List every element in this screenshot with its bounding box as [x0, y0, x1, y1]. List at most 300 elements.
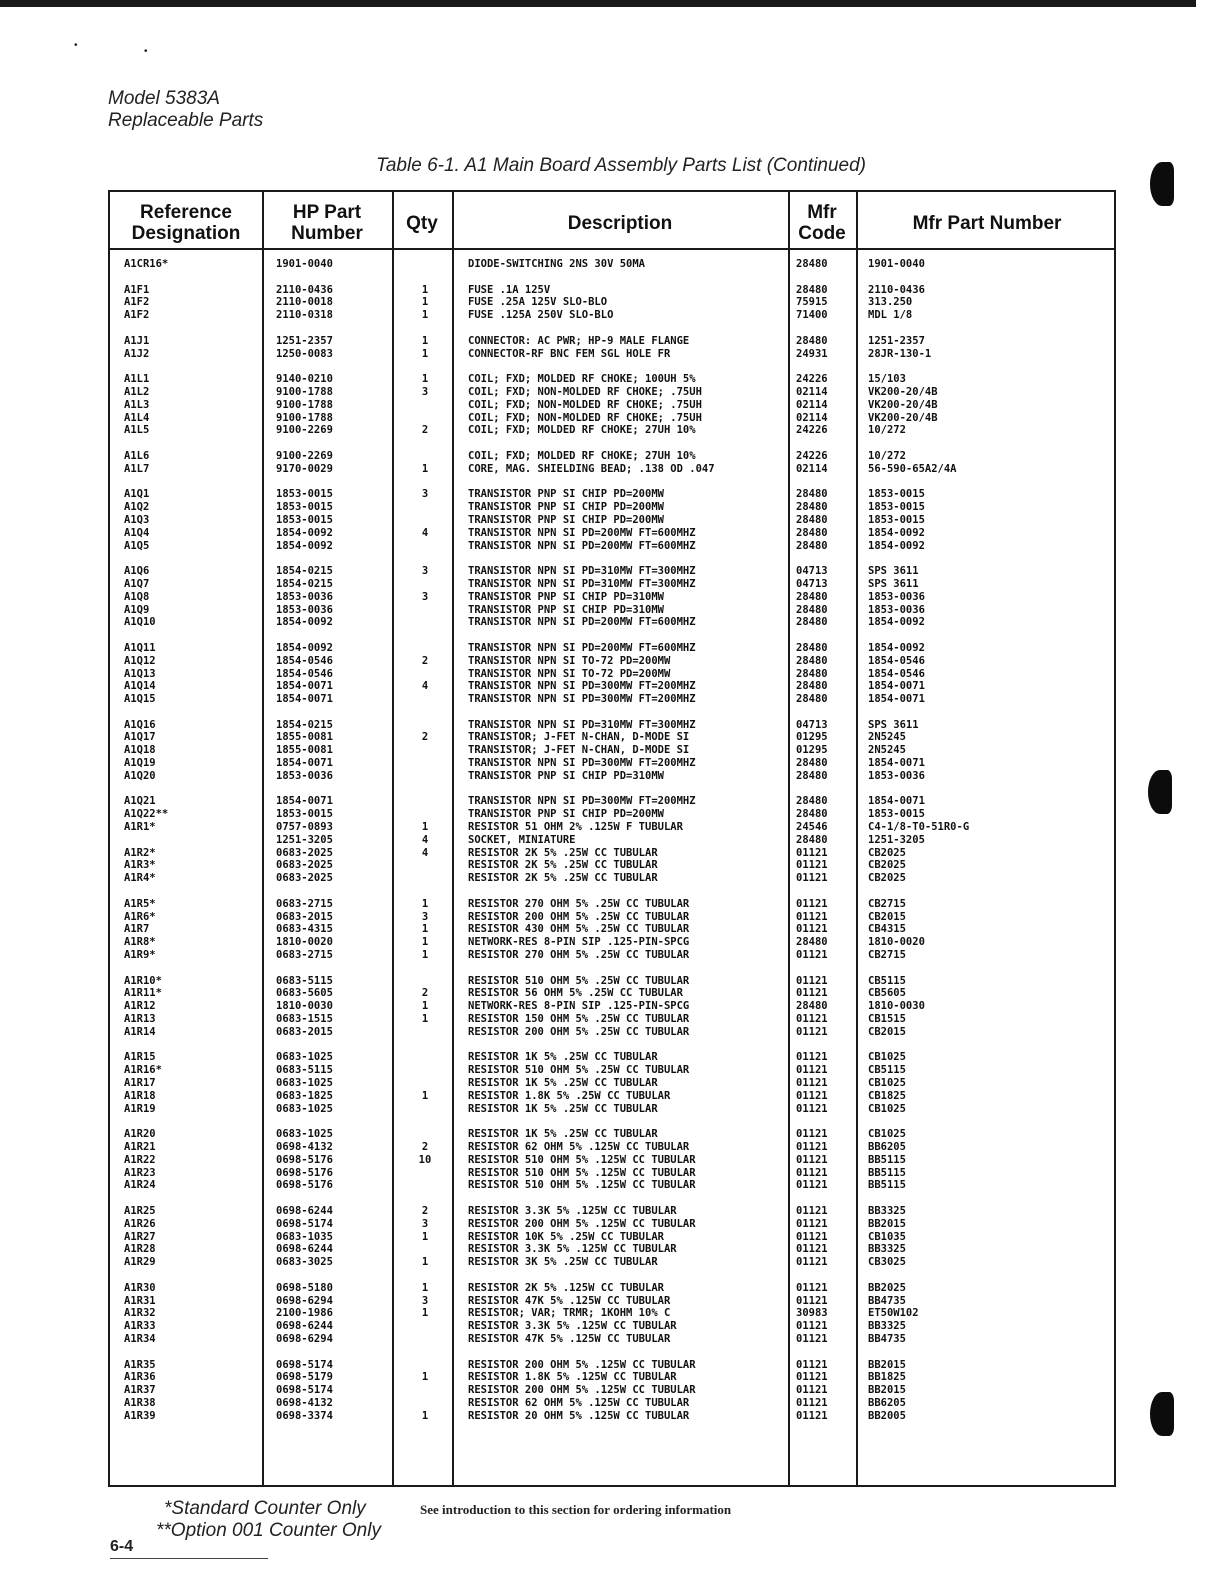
description-cell: SOCKET, MINIATURE: [468, 833, 576, 846]
mfr-code-cell: 01121: [796, 1128, 828, 1141]
reference-cell: A1J2: [124, 347, 150, 360]
mfr-part-cell: CB1025: [868, 1102, 906, 1115]
column-header-qty: Qty: [406, 212, 438, 234]
mfr-part-cell: CB2715: [868, 949, 906, 962]
description-cell: TRANSISTOR PNP SI CHIP PD=200MW: [468, 808, 664, 821]
reference-cell: A1R20: [124, 1128, 156, 1141]
reference-cell: A1Q1: [124, 488, 150, 501]
reference-cell: A1R25: [124, 1204, 156, 1217]
table-row: [110, 744, 1114, 757]
hp-part-cell: 1854-0071: [276, 693, 333, 706]
mfr-part-cell: 1854-0071: [868, 680, 925, 693]
description-cell: TRANSISTOR NPN SI PD=200MW FT=600MHZ: [468, 641, 696, 654]
mfr-part-cell: CB2025: [868, 859, 906, 872]
qty-cell: 1: [421, 936, 429, 949]
hp-part-cell: 0683-1025: [276, 1102, 333, 1115]
reference-cell: A1R10*: [124, 974, 162, 987]
reference-cell: A1Q21: [124, 795, 156, 808]
hp-part-cell: 1853-0036: [276, 603, 333, 616]
hp-part-cell: 0698-6294: [276, 1332, 333, 1345]
reference-cell: A1R13: [124, 1013, 156, 1026]
description-cell: RESISTOR 430 OHM 5% .25W CC TUBULAR: [468, 923, 690, 936]
reference-cell: A1R21: [124, 1140, 156, 1153]
table-row: [110, 795, 1114, 808]
mfr-part-cell: 1810-0030: [868, 1000, 925, 1013]
mfr-part-cell: CB1025: [868, 1051, 906, 1064]
description-cell: DIODE-SWITCHING 2NS 30V 50MA: [468, 258, 646, 270]
qty-cell: 1: [421, 309, 429, 322]
reference-cell: A1Q22**: [124, 808, 169, 821]
mfr-part-cell: 2N5245: [868, 744, 906, 757]
table-row: [110, 1295, 1114, 1308]
mfr-part-cell: CB5115: [868, 1064, 906, 1077]
table-row: [110, 284, 1114, 297]
hp-part-cell: 0698-5176: [276, 1166, 333, 1179]
description-cell: RESISTOR 200 OHM 5% .25W CC TUBULAR: [468, 1025, 690, 1038]
table-row: [110, 1077, 1114, 1090]
mfr-part-cell: CB5605: [868, 987, 906, 1000]
table-row: [110, 1051, 1114, 1064]
table-row: [110, 1000, 1114, 1013]
hp-part-cell: 1810-0030: [276, 1000, 333, 1013]
mfr-part-cell: 1810-0020: [868, 936, 925, 949]
description-cell: TRANSISTOR PNP SI CHIP PD=200MW: [468, 501, 664, 514]
description-cell: RESISTOR 2K 5% .25W CC TUBULAR: [468, 846, 658, 859]
description-cell: COIL; FXD; MOLDED RF CHOKE; 27UH 10%: [468, 449, 696, 462]
mfr-code-cell: 01295: [796, 744, 828, 757]
description-cell: TRANSISTOR; J-FET N-CHAN, D-MODE SI: [468, 731, 690, 744]
hp-part-cell: 0698-3374: [276, 1409, 333, 1422]
mfr-part-cell: BB5115: [868, 1166, 906, 1179]
description-cell: RESISTOR 3.3K 5% .125W CC TUBULAR: [468, 1204, 677, 1217]
reference-cell: A1Q13: [124, 667, 156, 680]
reference-cell: A1L6: [124, 449, 150, 462]
page-speck: •: [74, 40, 78, 51]
hp-part-cell: 0683-1025: [276, 1077, 333, 1089]
table-row: [110, 1384, 1114, 1397]
reference-cell: A1F2: [124, 309, 150, 322]
hp-part-cell: 0683-5605: [276, 987, 333, 1000]
description-cell: RESISTOR 47K 5% .125W CC TUBULAR: [468, 1332, 671, 1345]
hp-part-cell: 0683-1515: [276, 1013, 333, 1026]
description-cell: CORE, MAG. SHIELDING BEAD; .138 OD .047: [468, 462, 715, 475]
qty-cell: 3: [421, 488, 429, 501]
qty-cell: 1: [421, 1307, 429, 1320]
table-row: [110, 463, 1114, 476]
table-row: [110, 719, 1114, 732]
reference-cell: A1J1: [124, 334, 150, 347]
table-row: [110, 1026, 1114, 1039]
reference-cell: A1R32: [124, 1307, 156, 1320]
description-cell: RESISTOR 200 OHM 5% .25W CC TUBULAR: [468, 910, 690, 923]
column-header-mfr-code: Mfr Code: [798, 202, 846, 244]
hp-part-cell: 0698-6244: [276, 1204, 333, 1217]
hp-part-cell: 2110-0436: [276, 283, 333, 296]
table-row: [110, 1141, 1114, 1154]
qty-cell: 10: [418, 1153, 432, 1166]
hp-part-cell: 9100-1788: [276, 385, 333, 398]
mfr-part-cell: CB1025: [868, 1077, 906, 1089]
reference-cell: A1R39: [124, 1409, 156, 1422]
mfr-code-cell: 01121: [796, 1051, 828, 1064]
description-cell: RESISTOR 1K 5% .25W CC TUBULAR: [468, 1077, 658, 1089]
reference-cell: A1Q19: [124, 757, 156, 770]
hp-part-cell: 1854-0546: [276, 667, 333, 680]
hp-part-cell: 0698-6294: [276, 1294, 333, 1307]
qty-cell: 4: [421, 833, 429, 846]
mfr-part-cell: 1853-0036: [868, 769, 925, 782]
mfr-part-cell: SPS 3611: [868, 565, 919, 578]
hp-part-cell: 0698-5176: [276, 1179, 333, 1192]
qty-cell: 1: [421, 1256, 429, 1269]
description-cell: RESISTOR 56 OHM 5% .25W CC TUBULAR: [468, 987, 683, 1000]
reference-cell: A1Q10: [124, 616, 156, 629]
hp-part-cell: 0683-2715: [276, 897, 333, 910]
description-cell: RESISTOR 51 OHM 2% .125W F TUBULAR: [468, 821, 683, 834]
reference-cell: A1Q8: [124, 590, 150, 603]
hp-part-cell: 1901-0040: [276, 258, 333, 270]
table-row: [110, 808, 1114, 821]
column-header-reference: Reference Designation: [131, 202, 241, 244]
mfr-code-cell: 01121: [796, 1294, 828, 1307]
mfr-part-cell: CB1025: [868, 1128, 906, 1141]
description-cell: CONNECTOR: AC PWR; HP-9 MALE FLANGE: [468, 334, 690, 347]
hp-part-cell: 0698-5176: [276, 1153, 333, 1166]
mfr-part-cell: 2110-0436: [868, 283, 925, 296]
mfr-part-cell: BB3325: [868, 1243, 906, 1256]
table-row: [110, 1333, 1114, 1346]
hp-part-cell: 0698-5174: [276, 1384, 333, 1397]
hp-part-cell: 0698-5174: [276, 1358, 333, 1371]
reference-cell: A1R7: [124, 923, 150, 936]
mfr-code-cell: 01121: [796, 1396, 828, 1409]
reference-cell: A1R2*: [124, 846, 156, 859]
hp-part-cell: 0683-4315: [276, 923, 333, 936]
standard-counter-note: *Standard Counter Only: [164, 1498, 366, 1519]
reference-cell: A1Q12: [124, 654, 156, 667]
qty-cell: 1: [421, 1013, 429, 1026]
hp-part-cell: 9100-1788: [276, 411, 333, 424]
table-row: [110, 680, 1114, 693]
hp-part-cell: 9100-2269: [276, 449, 333, 462]
mfr-code-cell: 28480: [796, 680, 828, 693]
description-cell: RESISTOR 2K 5% .25W CC TUBULAR: [468, 872, 658, 885]
mfr-part-cell: BB2015: [868, 1384, 906, 1397]
description-cell: RESISTOR 1.8K 5% .25W CC TUBULAR: [468, 1089, 671, 1102]
reference-cell: A1Q2: [124, 501, 150, 514]
table-row: [110, 1167, 1114, 1180]
hp-part-cell: 1854-0546: [276, 654, 333, 667]
mfr-code-cell: 01121: [796, 1166, 828, 1179]
table-row: [110, 847, 1114, 860]
description-cell: RESISTOR 62 OHM 5% .125W CC TUBULAR: [468, 1140, 690, 1153]
mfr-code-cell: 01121: [796, 1153, 828, 1166]
page-number: 6-4: [110, 1538, 134, 1555]
table-row: [110, 258, 1114, 271]
description-cell: RESISTOR 1K 5% .25W CC TUBULAR: [468, 1051, 658, 1064]
mfr-part-cell: CB2015: [868, 1025, 906, 1038]
hp-part-cell: 1855-0081: [276, 744, 333, 757]
mfr-code-cell: 28480: [796, 808, 828, 821]
table-row: [110, 770, 1114, 783]
description-cell: RESISTOR; VAR; TRMR; 1KOHM 10% C: [468, 1307, 671, 1320]
table-row: [110, 1320, 1114, 1333]
hp-part-cell: 1853-0036: [276, 590, 333, 603]
table-row: [110, 335, 1114, 348]
description-cell: TRANSISTOR; J-FET N-CHAN, D-MODE SI: [468, 744, 690, 757]
hp-part-cell: 1854-0215: [276, 718, 333, 731]
hp-part-cell: 0698-6244: [276, 1320, 333, 1333]
mfr-code-cell: 28480: [796, 795, 828, 808]
reference-cell: A1Q6: [124, 565, 150, 578]
table-row: [110, 1064, 1114, 1077]
mfr-part-cell: ET50W102: [868, 1307, 919, 1320]
hp-part-cell: 0698-5174: [276, 1217, 333, 1230]
mfr-part-cell: 313.250: [868, 296, 913, 309]
hp-part-cell: 1854-0071: [276, 795, 333, 808]
table-row: [110, 1307, 1114, 1320]
table-row: [110, 373, 1114, 386]
table-row: [110, 1231, 1114, 1244]
reference-cell: A1Q15: [124, 693, 156, 706]
mfr-part-cell: BB6205: [868, 1140, 906, 1153]
mfr-code-cell: 28480: [796, 616, 828, 629]
description-cell: TRANSISTOR NPN SI TO-72 PD=200MW: [468, 654, 671, 667]
description-cell: TRANSISTOR NPN SI PD=310MW FT=300MHZ: [468, 718, 696, 731]
reference-cell: A1R19: [124, 1102, 156, 1115]
reference-cell: A1R23: [124, 1166, 156, 1179]
hp-part-cell: 1854-0092: [276, 641, 333, 654]
mfr-code-cell: 01121: [796, 1140, 828, 1153]
hp-part-cell: 0683-2025: [276, 846, 333, 859]
table-row: [110, 578, 1114, 591]
table-row: [110, 668, 1114, 681]
mfr-part-cell: C4-1/8-T0-51R0-G: [868, 821, 970, 834]
mfr-code-cell: 28480: [796, 1000, 828, 1013]
mfr-part-cell: BB5115: [868, 1153, 906, 1166]
reference-cell: A1R5*: [124, 897, 156, 910]
description-cell: TRANSISTOR NPN SI PD=310MW FT=300MHZ: [468, 577, 696, 590]
table-row: [110, 655, 1114, 668]
table-row: [110, 412, 1114, 425]
mfr-part-cell: 1251-2357: [868, 334, 925, 347]
qty-cell: 1: [421, 1000, 429, 1013]
mfr-part-cell: VK200-20/4B: [868, 411, 938, 424]
description-cell: TRANSISTOR NPN SI PD=300MW FT=200MHZ: [468, 680, 696, 693]
mfr-code-cell: 01121: [796, 859, 828, 872]
reference-cell: A1R4*: [124, 872, 156, 885]
hp-part-cell: 1853-0015: [276, 513, 333, 526]
reference-cell: A1R16*: [124, 1064, 162, 1077]
hp-part-cell: 0698-4132: [276, 1140, 333, 1153]
mfr-code-cell: 01121: [796, 1230, 828, 1243]
qty-cell: 1: [421, 334, 429, 347]
reference-cell: A1Q20: [124, 769, 156, 782]
reference-cell: A1R9*: [124, 949, 156, 962]
reference-cell: A1R37: [124, 1384, 156, 1397]
description-cell: TRANSISTOR NPN SI PD=310MW FT=300MHZ: [468, 565, 696, 578]
reference-cell: A1F1: [124, 283, 150, 296]
mfr-code-cell: 01295: [796, 731, 828, 744]
hp-part-cell: 1854-0092: [276, 539, 333, 552]
qty-cell: 3: [421, 910, 429, 923]
mfr-code-cell: 01121: [796, 1102, 828, 1115]
mfr-code-cell: 30983: [796, 1307, 828, 1320]
table-row: [110, 424, 1114, 437]
table-row: [110, 1154, 1114, 1167]
mfr-part-cell: CB1825: [868, 1089, 906, 1102]
table-row: [110, 1359, 1114, 1372]
mfr-code-cell: 01121: [796, 1384, 828, 1397]
mfr-part-cell: SPS 3611: [868, 577, 919, 590]
mfr-code-cell: 28480: [796, 757, 828, 770]
table-row: [110, 616, 1114, 629]
binder-hole-mark: [1150, 1392, 1174, 1436]
mfr-part-cell: VK200-20/4B: [868, 398, 938, 411]
mfr-part-cell: 1901-0040: [868, 258, 925, 270]
mfr-code-cell: 01121: [796, 1025, 828, 1038]
reference-cell: A1L2: [124, 385, 150, 398]
mfr-code-cell: 02114: [796, 462, 828, 475]
reference-cell: A1R35: [124, 1358, 156, 1371]
mfr-part-cell: 1853-0015: [868, 488, 925, 501]
mfr-code-cell: 28480: [796, 526, 828, 539]
description-cell: RESISTOR 510 OHM 5% .125W CC TUBULAR: [468, 1179, 696, 1192]
mfr-code-cell: 02114: [796, 385, 828, 398]
mfr-code-cell: 04713: [796, 577, 828, 590]
reference-cell: A1R18: [124, 1089, 156, 1102]
mfr-code-cell: 01121: [796, 872, 828, 885]
table-row: [110, 834, 1114, 847]
table-caption: Table 6-1. A1 Main Board Assembly Parts List (Continued): [376, 155, 867, 176]
qty-cell: 1: [421, 1230, 429, 1243]
mfr-code-cell: 01121: [796, 1243, 828, 1256]
option-counter-note: **Option 001 Counter Only: [156, 1520, 381, 1541]
section-title: Replaceable Parts: [108, 110, 264, 131]
qty-cell: 1: [421, 462, 429, 475]
reference-cell: A1R12: [124, 1000, 156, 1013]
mfr-part-cell: BB3325: [868, 1320, 906, 1333]
reference-cell: A1R3*: [124, 859, 156, 872]
table-row: [110, 1410, 1114, 1423]
description-cell: RESISTOR 150 OHM 5% .25W CC TUBULAR: [468, 1013, 690, 1026]
qty-cell: 3: [421, 385, 429, 398]
reference-cell: A1Q3: [124, 513, 150, 526]
table-row: [110, 348, 1114, 361]
description-cell: TRANSISTOR NPN SI PD=200MW FT=600MHZ: [468, 526, 696, 539]
qty-cell: 1: [421, 1371, 429, 1384]
qty-cell: 2: [421, 1204, 429, 1217]
reference-cell: A1Q11: [124, 641, 156, 654]
description-cell: NETWORK-RES 8-PIN SIP .125-PIN-SPCG: [468, 936, 690, 949]
mfr-part-cell: BB5115: [868, 1179, 906, 1192]
mfr-part-cell: CB2715: [868, 897, 906, 910]
mfr-code-cell: 02114: [796, 411, 828, 424]
qty-cell: 1: [421, 923, 429, 936]
mfr-part-cell: CB1515: [868, 1013, 906, 1026]
description-cell: FUSE .125A 250V SLO-BLO: [468, 309, 614, 322]
hp-part-cell: 0757-0893: [276, 821, 333, 834]
mfr-part-cell: BB2005: [868, 1409, 906, 1422]
description-cell: RESISTOR 200 OHM 5% .125W CC TUBULAR: [468, 1384, 696, 1397]
description-cell: RESISTOR 2K 5% .125W CC TUBULAR: [468, 1281, 664, 1294]
ordering-info-note: See introduction to this section for ordering information: [420, 1502, 732, 1517]
reference-cell: A1R15: [124, 1051, 156, 1064]
table-row: [110, 309, 1114, 322]
mfr-part-cell: CB3025: [868, 1256, 906, 1269]
mfr-part-cell: 1853-0036: [868, 603, 925, 616]
mfr-part-cell: 2N5245: [868, 731, 906, 744]
table-row: [110, 872, 1114, 885]
table-row: [110, 898, 1114, 911]
mfr-code-cell: 75915: [796, 296, 828, 309]
reference-cell: A1R34: [124, 1332, 156, 1345]
mfr-part-cell: 1854-0071: [868, 795, 925, 808]
table-row: [110, 1103, 1114, 1116]
description-cell: COIL; FXD; MOLDED RF CHOKE; 27UH 10%: [468, 424, 696, 437]
reference-cell: A1L3: [124, 398, 150, 411]
mfr-code-cell: 28480: [796, 936, 828, 949]
mfr-part-cell: 56-590-65A2/4A: [868, 462, 957, 475]
hp-part-cell: 0683-5115: [276, 974, 333, 987]
reference-cell: A1Q14: [124, 680, 156, 693]
description-cell: RESISTOR 2K 5% .25W CC TUBULAR: [468, 859, 658, 872]
reference-cell: A1Q4: [124, 526, 150, 539]
hp-part-cell: 1853-0015: [276, 501, 333, 514]
mfr-code-cell: 71400: [796, 309, 828, 322]
hp-part-cell: 1251-2357: [276, 334, 333, 347]
hp-part-cell: 0683-5115: [276, 1064, 333, 1077]
mfr-part-cell: 1854-0092: [868, 641, 925, 654]
mfr-part-cell: MDL 1/8: [868, 309, 913, 322]
mfr-code-cell: 04713: [796, 565, 828, 578]
mfr-part-cell: 1854-0092: [868, 539, 925, 552]
mfr-code-cell: 28480: [796, 833, 828, 846]
hp-part-cell: 1854-0071: [276, 757, 333, 770]
table-row: [110, 693, 1114, 706]
mfr-part-cell: 1853-0015: [868, 501, 925, 514]
table-row: [110, 1243, 1114, 1256]
qty-cell: 1: [421, 821, 429, 834]
description-cell: TRANSISTOR PNP SI CHIP PD=200MW: [468, 488, 664, 501]
description-cell: RESISTOR 3.3K 5% .125W CC TUBULAR: [468, 1320, 677, 1333]
mfr-code-cell: 01121: [796, 1332, 828, 1345]
hp-part-cell: 1251-3205: [276, 833, 333, 846]
description-cell: TRANSISTOR PNP SI CHIP PD=310MW: [468, 603, 664, 616]
mfr-part-cell: 15/103: [868, 373, 906, 386]
mfr-part-cell: VK200-20/4B: [868, 385, 938, 398]
reference-cell: A1CR16*: [124, 258, 169, 270]
hp-part-cell: 0698-4132: [276, 1396, 333, 1409]
mfr-part-cell: CB2015: [868, 910, 906, 923]
mfr-code-cell: 28480: [796, 603, 828, 616]
mfr-code-cell: 28480: [796, 283, 828, 296]
mfr-code-cell: 01121: [796, 1256, 828, 1269]
mfr-code-cell: 04713: [796, 718, 828, 731]
mfr-part-cell: 1853-0015: [868, 513, 925, 526]
description-cell: RESISTOR 200 OHM 5% .125W CC TUBULAR: [468, 1358, 696, 1371]
mfr-part-cell: 1251-3205: [868, 833, 925, 846]
qty-cell: 3: [421, 1217, 429, 1230]
qty-cell: 1: [421, 1089, 429, 1102]
top-edge-bar: [0, 0, 1196, 7]
reference-cell: A1R30: [124, 1281, 156, 1294]
description-cell: RESISTOR 200 OHM 5% .125W CC TUBULAR: [468, 1217, 696, 1230]
column-header-description: Description: [567, 212, 673, 234]
description-cell: RESISTOR 270 OHM 5% .25W CC TUBULAR: [468, 949, 690, 962]
table-row: [110, 1371, 1114, 1384]
description-cell: RESISTOR 3.3K 5% .125W CC TUBULAR: [468, 1243, 677, 1256]
